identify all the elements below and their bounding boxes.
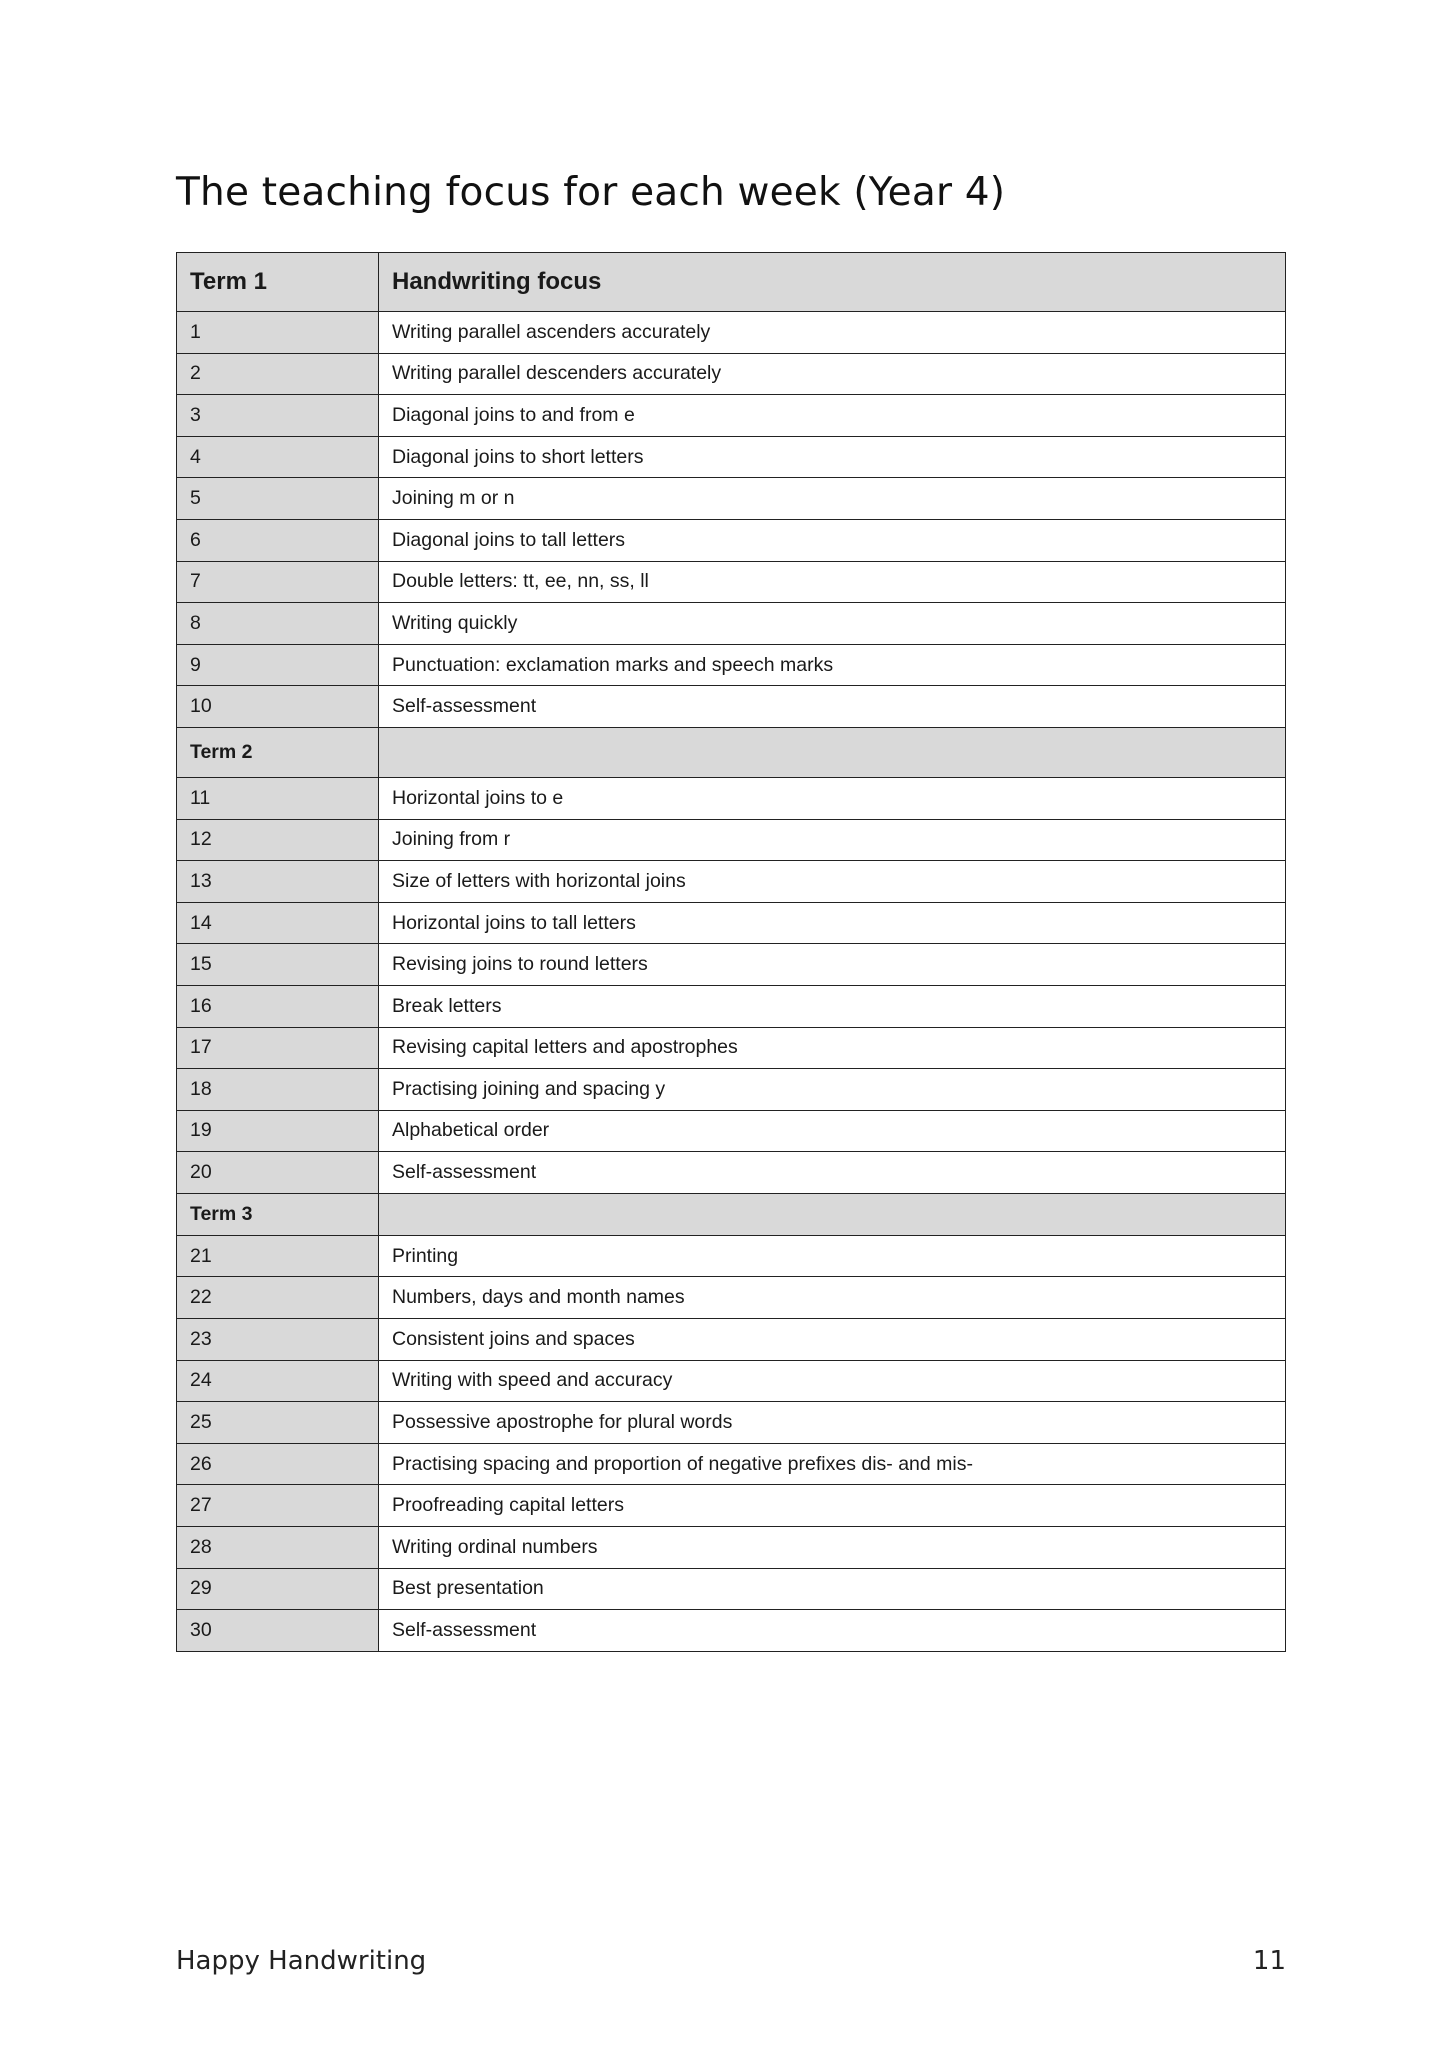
handwriting-focus: Writing parallel ascenders accurately: [379, 312, 1286, 354]
table-row: [177, 1402, 1286, 1444]
table-row: [177, 944, 1286, 986]
week-number: 5: [177, 478, 379, 520]
week-number: 28: [177, 1527, 379, 1569]
handwriting-focus: Horizontal joins to e: [379, 777, 1286, 819]
table-row: [177, 1568, 1286, 1610]
week-number: 25: [177, 1402, 379, 1444]
table-row: [177, 1152, 1286, 1194]
week-number: 23: [177, 1319, 379, 1361]
week-number: 22: [177, 1277, 379, 1319]
table-row: [177, 644, 1286, 686]
week-number: 9: [177, 644, 379, 686]
week-number: 1: [177, 312, 379, 354]
term-1-rows: [177, 312, 1286, 728]
handwriting-focus: Break letters: [379, 985, 1286, 1027]
table-row: [177, 395, 1286, 437]
table-row: [177, 861, 1286, 903]
table-row: [177, 436, 1286, 478]
handwriting-focus: Consistent joins and spaces: [379, 1319, 1286, 1361]
page-title: The teaching focus for each week (Year 4): [176, 170, 1006, 215]
handwriting-focus: Self-assessment: [379, 1152, 1286, 1194]
term-3-rows: [177, 1235, 1286, 1651]
handwriting-focus: Numbers, days and month names: [379, 1277, 1286, 1319]
week-number: 11: [177, 777, 379, 819]
table-row: [177, 312, 1286, 354]
table-row: [177, 985, 1286, 1027]
header-handwriting-focus: Handwriting focus: [379, 253, 1286, 312]
table-row: [177, 1527, 1286, 1569]
handwriting-focus: Practising spacing and proportion of negative prefixes dis- and mis-: [379, 1443, 1286, 1485]
handwriting-focus: Punctuation: exclamation marks and speech marks: [379, 644, 1286, 686]
table-row: [177, 519, 1286, 561]
handwriting-focus: Revising joins to round letters: [379, 944, 1286, 986]
handwriting-focus: Double letters: tt, ee, nn, ss, ll: [379, 561, 1286, 603]
week-number: 20: [177, 1152, 379, 1194]
week-number: 17: [177, 1027, 379, 1069]
handwriting-focus: Horizontal joins to tall letters: [379, 902, 1286, 944]
table-row: [177, 561, 1286, 603]
week-number: 16: [177, 985, 379, 1027]
teaching-focus-table: [176, 252, 1286, 1652]
handwriting-focus: Self-assessment: [379, 1610, 1286, 1652]
table-row: [177, 777, 1286, 819]
handwriting-focus: Best presentation: [379, 1568, 1286, 1610]
term-2-section: [177, 727, 1286, 777]
table-row: [177, 1485, 1286, 1527]
table-row: [177, 478, 1286, 520]
handwriting-focus: Practising joining and spacing y: [379, 1069, 1286, 1111]
handwriting-focus: Writing quickly: [379, 603, 1286, 645]
handwriting-focus: Joining m or n: [379, 478, 1286, 520]
handwriting-focus: Writing parallel descenders accurately: [379, 353, 1286, 395]
page-number: 11: [1252, 1946, 1286, 1976]
table-row: [177, 1360, 1286, 1402]
term-3-empty-cell: [379, 1193, 1286, 1235]
handwriting-focus: Diagonal joins to tall letters: [379, 519, 1286, 561]
table-row: [177, 603, 1286, 645]
footer-title: Happy Handwriting: [176, 1946, 427, 1976]
handwriting-focus: Diagonal joins to short letters: [379, 436, 1286, 478]
table-row: [177, 819, 1286, 861]
week-number: 15: [177, 944, 379, 986]
table-row: [177, 1110, 1286, 1152]
week-number: 21: [177, 1235, 379, 1277]
term-2-label: Term 2: [177, 727, 379, 777]
table-row: [177, 1069, 1286, 1111]
term-2-rows: [177, 777, 1286, 1193]
term-3-row: [177, 1193, 1286, 1235]
week-number: 24: [177, 1360, 379, 1402]
table-row: [177, 1235, 1286, 1277]
handwriting-focus: Printing: [379, 1235, 1286, 1277]
handwriting-focus: Size of letters with horizontal joins: [379, 861, 1286, 903]
term-3-section: [177, 1193, 1286, 1235]
week-number: 29: [177, 1568, 379, 1610]
handwriting-focus: Diagonal joins to and from e: [379, 395, 1286, 437]
table-header-row: [177, 253, 1286, 312]
week-number: 18: [177, 1069, 379, 1111]
week-number: 10: [177, 686, 379, 728]
handwriting-focus: Writing ordinal numbers: [379, 1527, 1286, 1569]
week-number: 26: [177, 1443, 379, 1485]
table-row: [177, 1277, 1286, 1319]
table-row: [177, 1319, 1286, 1361]
handwriting-focus: Joining from r: [379, 819, 1286, 861]
week-number: 14: [177, 902, 379, 944]
week-number: 12: [177, 819, 379, 861]
week-number: 4: [177, 436, 379, 478]
week-number: 19: [177, 1110, 379, 1152]
table-row: [177, 1610, 1286, 1652]
header-term-1: Term 1: [177, 253, 379, 312]
term-2-empty-cell: [379, 727, 1286, 777]
week-number: 7: [177, 561, 379, 603]
handwriting-focus: Proofreading capital letters: [379, 1485, 1286, 1527]
week-number: 6: [177, 519, 379, 561]
handwriting-focus: Possessive apostrophe for plural words: [379, 1402, 1286, 1444]
table-row: [177, 902, 1286, 944]
table-row: [177, 353, 1286, 395]
week-number: 2: [177, 353, 379, 395]
handwriting-focus: Alphabetical order: [379, 1110, 1286, 1152]
week-number: 13: [177, 861, 379, 903]
handwriting-focus: Writing with speed and accuracy: [379, 1360, 1286, 1402]
term-3-label: Term 3: [177, 1193, 379, 1235]
week-number: 3: [177, 395, 379, 437]
table-row: [177, 1027, 1286, 1069]
week-number: 30: [177, 1610, 379, 1652]
table-row: [177, 686, 1286, 728]
handwriting-focus: Revising capital letters and apostrophes: [379, 1027, 1286, 1069]
week-number: 27: [177, 1485, 379, 1527]
table-row: [177, 1443, 1286, 1485]
term-2-row: [177, 727, 1286, 777]
week-number: 8: [177, 603, 379, 645]
handwriting-focus: Self-assessment: [379, 686, 1286, 728]
